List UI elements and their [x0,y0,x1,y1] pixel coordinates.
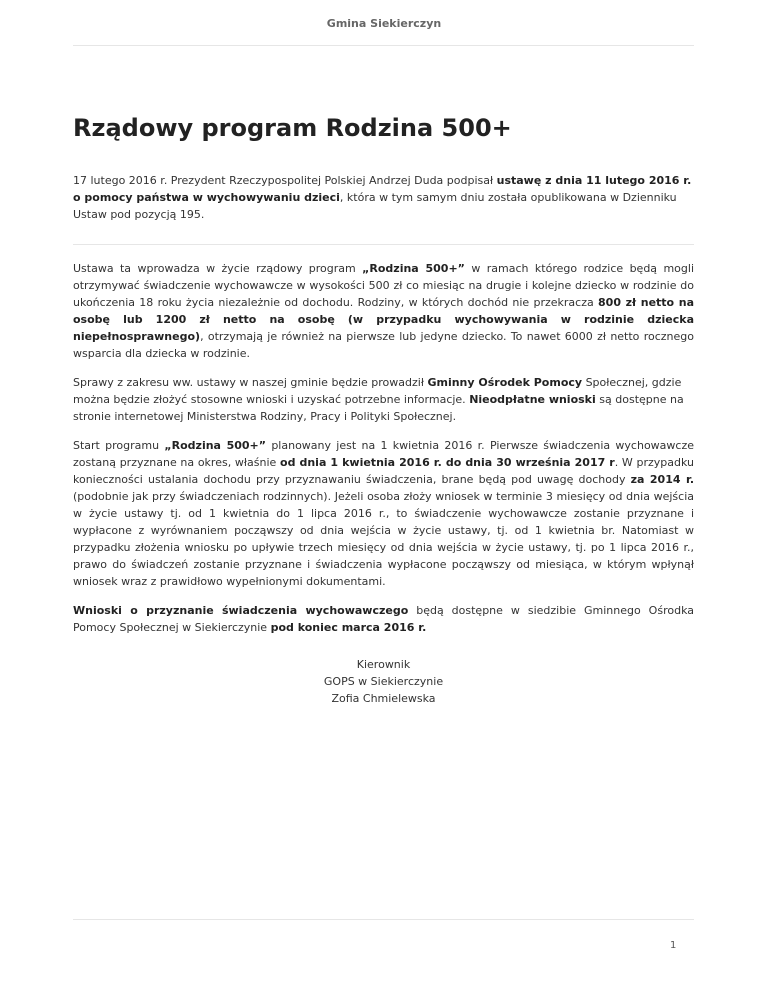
p4-text-1: będą dostępne w siedzibie Gminnego Ośrodka Pomocy Społecznej w Siekierczynie [73,604,694,634]
p2-bold-office: Gminny Ośrodek Pomocy [427,376,583,389]
p1-text-3: , otrzymają je również na pierwsze lub jedyne dziecko. To nawet 6000 zł netto rocznego wsparcia dla dziecka w rodzinie. [73,330,694,360]
signature-block [73,656,694,707]
p3-bold-year: za 2014 r. [630,473,695,486]
p1-bold-program-name: „Rodzina 500+” [362,262,465,275]
paragraph-office [73,374,694,425]
p3-text-4: (podobnie jak przy świadczeniach rodzinnych). Jeżeli osoba złoży wniosek w terminie 3 miesięcy od dnia wejścia w życie ustawy tj. od 1 kwietnia do 1 lipca 2016 r., to świadczenie wychowawcze zostanie przyznane i wypłacone z wyrównaniem począwszy od dnia wejścia w życie ustawy, tj. od 1 kwietnia br. Natomiast w przypadku złożenia wniosku po upływie trzech miesięcy od dnia wejścia w życie ustawy, tj. po 1 lipca 2016 r., prawo do świadczeń zostanie przyznane i świadczenia wypłacone począwszy od miesiąca, w którym wpłynął wniosek wraz z prawidłowo wypełnionymi dokumentami. [73,490,694,588]
header-divider [73,45,694,46]
p3-bold-program-name: „Rodzina 500+” [164,439,267,452]
intro-text-1: 17 lutego 2016 r. Prezydent Rzeczypospolitej Polskiej Andrzej Duda podpisał [73,174,497,187]
intro-bold-law: ustawę z dnia 11 lutego 2016 r. o pomocy państwa w wychowywaniu dzieci [73,174,692,204]
p2-text-2: Społecznej, gdzie można będzie złożyć stosowne wnioski i uzyskać potrzebne informacje. [73,376,682,406]
article-body [73,260,694,707]
p1-text-1: Ustawa ta wprowadza w życie rządowy program [73,262,363,275]
p2-text-1: Sprawy z zakresu ww. ustawy w naszej gminie będzie prowadził [73,376,428,389]
p3-text-1: Start programu [73,439,165,452]
intro-paragraph [73,172,694,235]
page-number: 1 [670,940,677,951]
paragraph-program [73,260,694,362]
paragraph-applications [73,602,694,636]
p3-text-2: planowany jest na 1 kwietnia 2016 r. Pierwsze świadczenia wychowawcze zostaną przyznane na okres, właśnie [73,439,695,469]
p2-bold-free-forms: Nieodpłatne wnioski [469,393,596,406]
paragraph-start [73,437,694,590]
content-divider [73,244,694,245]
p3-bold-period: od dnia 1 kwietnia 2016 r. do dnia 30 września 2017 r [280,456,615,469]
p4-bold-applications: Wnioski o przyznanie świadczenia wychowawczego [73,604,409,617]
p2-text-3: są dostępne na stronie internetowej Ministerstwa Rodziny, Pracy i Polityki Społecznej. [73,393,684,423]
p1-text-2: w ramach którego rodzice będą mogli otrzymywać świadczenie wychowawcze w wysokości 500 zł co miesiąc na drugie i kolejne dziecko w rodzinie do ukończenia 18 roku życia niezależnie od dochodu. Rodziny, w których dochód nie przekracza [73,262,694,309]
page-title: Rządowy program Rodzina 500+ [73,114,512,142]
signature-role: Kierownik [356,658,411,671]
footer-divider [73,919,694,920]
p1-bold-income-limit: 800 zł netto na osobę lub 1200 zł netto na osobę (w przypadku wychowywania w rodzinie dziecka niepełnosprawnego) [73,296,695,343]
site-name-header: Gmina Siekierczyn [326,17,442,30]
p4-bold-date: pod koniec marca 2016 r. [270,621,427,634]
p3-text-3: . W przypadku konieczności ustalania dochodu przy przyznawaniu świadczenia, brane będą pod uwagę dochody [73,456,694,486]
signature-office: GOPS w Siekierczynie [323,675,444,688]
signature-person: Zofia Chmielewska [331,692,436,705]
intro-text-2: , która w tym samym dniu została opublikowana w Dzienniku Ustaw pod pozycją 195. [73,191,677,221]
